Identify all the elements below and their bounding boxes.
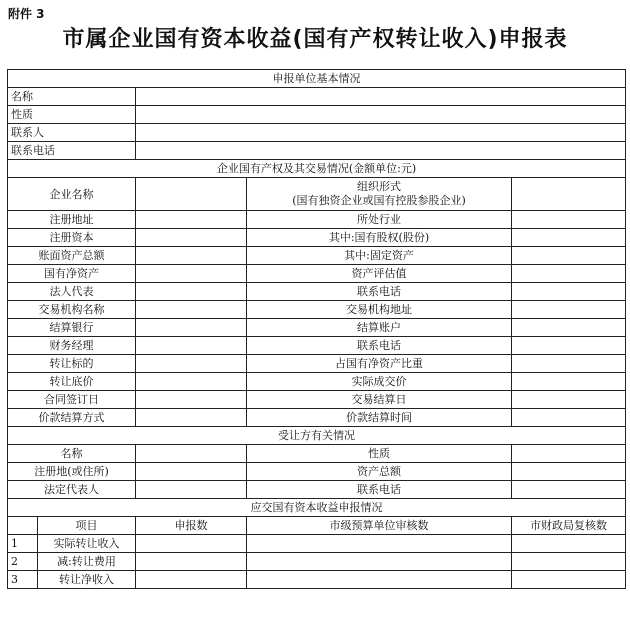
field-label: 资产评估值 <box>247 265 512 283</box>
field-value-cell[interactable] <box>512 247 626 265</box>
section-header-row <box>8 427 626 445</box>
field-value-cell[interactable] <box>136 124 626 142</box>
field-value-cell[interactable] <box>512 355 626 373</box>
field-value-cell[interactable] <box>136 265 247 283</box>
table-row <box>8 571 626 589</box>
field-label: 法定代表人 <box>8 481 136 499</box>
field-label: 注册地(或住所) <box>8 463 136 481</box>
field-label: 账面资产总额 <box>8 247 136 265</box>
field-value-cell[interactable] <box>512 283 626 301</box>
field-label: 价款结算时间 <box>247 409 512 427</box>
field-value-cell[interactable] <box>136 283 247 301</box>
pair-row <box>8 265 626 283</box>
section4-header: 应交国有资本收益申报情况 <box>8 499 626 517</box>
pair-row <box>8 445 626 463</box>
field-value-cell[interactable] <box>512 178 626 211</box>
field-label: 其中:固定资产 <box>247 247 512 265</box>
pair-row <box>8 373 626 391</box>
pair-row <box>8 463 626 481</box>
field-label: 结算账户 <box>247 319 512 337</box>
basic-info-row <box>8 88 626 106</box>
org-form-label <box>247 178 512 211</box>
field-value-cell[interactable] <box>512 445 626 463</box>
table-row <box>8 553 626 571</box>
field-label: 转让标的 <box>8 355 136 373</box>
field-value-cell[interactable] <box>136 301 247 319</box>
field-value-cell[interactable] <box>136 247 247 265</box>
field-label: 联系电话 <box>247 481 512 499</box>
basic-info-row <box>8 142 626 160</box>
field-label: 合同签订日 <box>8 391 136 409</box>
field-value-cell[interactable] <box>512 337 626 355</box>
field-value-cell[interactable] <box>136 178 247 211</box>
table-header-row <box>8 517 626 535</box>
field-value-cell[interactable] <box>136 409 247 427</box>
pair-row <box>8 481 626 499</box>
field-label: 交易机构地址 <box>247 301 512 319</box>
field-label: 企业名称 <box>8 178 136 211</box>
row-number: 2 <box>8 553 38 571</box>
field-value-cell[interactable] <box>512 211 626 229</box>
field-value-cell[interactable] <box>136 211 247 229</box>
page-title: 市属企业国有资本收益(国有产权转让收入)申报表 <box>62 27 568 52</box>
basic-info-row <box>8 124 626 142</box>
field-value-cell[interactable] <box>512 319 626 337</box>
pair-row <box>8 319 626 337</box>
field-value-cell[interactable] <box>512 481 626 499</box>
basic-info-row <box>8 106 626 124</box>
field-label: 名称 <box>8 445 136 463</box>
field-value-cell[interactable] <box>136 229 247 247</box>
section-header-row <box>8 70 626 88</box>
row-number: 1 <box>8 535 38 553</box>
section2-header: 企业国有产权及其交易情况(金额单位:元) <box>8 160 626 178</box>
field-label: 国有净资产 <box>8 265 136 283</box>
item-label: 转让净收入 <box>38 571 136 589</box>
field-value-cell[interactable] <box>136 391 247 409</box>
pair-row <box>8 409 626 427</box>
section-header-row <box>8 499 626 517</box>
finance-bureau-review-cell[interactable] <box>512 535 626 553</box>
field-label: 其中:国有股权(股份) <box>247 229 512 247</box>
column-header: 项目 <box>38 517 136 535</box>
field-value-cell[interactable] <box>512 391 626 409</box>
field-label: 结算银行 <box>8 319 136 337</box>
attachment-label: 附件 3 <box>8 7 45 21</box>
item-label: 实际转让收入 <box>38 535 136 553</box>
org-form-line1: 组织形式 <box>357 180 401 193</box>
pair-row <box>8 391 626 409</box>
item-label: 减:转让费用 <box>38 553 136 571</box>
field-value-cell[interactable] <box>512 409 626 427</box>
column-header: 市财政局复核数 <box>512 517 626 535</box>
org-form-line2: (国有独资企业或国有控股参股企业) <box>292 194 466 207</box>
field-label: 性质 <box>8 106 136 124</box>
finance-bureau-review-cell[interactable] <box>512 571 626 589</box>
budget-unit-review-cell[interactable] <box>247 571 512 589</box>
field-label: 交易结算日 <box>247 391 512 409</box>
field-label: 性质 <box>247 445 512 463</box>
field-label: 名称 <box>8 88 136 106</box>
field-value-cell[interactable] <box>136 445 247 463</box>
declared-amount-cell[interactable] <box>136 535 247 553</box>
enterprise-name-row <box>8 178 626 211</box>
field-label: 联系人 <box>8 124 136 142</box>
column-header: 申报数 <box>136 517 247 535</box>
field-label: 转让底价 <box>8 373 136 391</box>
field-label: 财务经理 <box>8 337 136 355</box>
row-number-header <box>8 517 38 535</box>
field-value-cell[interactable] <box>136 319 247 337</box>
pair-row <box>8 355 626 373</box>
pair-row <box>8 229 626 247</box>
column-header: 市级预算单位审核数 <box>247 517 512 535</box>
row-number: 3 <box>8 571 38 589</box>
declared-amount-cell[interactable] <box>136 571 247 589</box>
field-value-cell[interactable] <box>136 88 626 106</box>
field-value-cell[interactable] <box>136 463 247 481</box>
field-value-cell[interactable] <box>512 463 626 481</box>
field-value-cell[interactable] <box>136 337 247 355</box>
field-label: 占国有净资产比重 <box>247 355 512 373</box>
table-row <box>8 535 626 553</box>
field-value-cell[interactable] <box>512 373 626 391</box>
field-label: 联系电话 <box>8 142 136 160</box>
section1-header: 申报单位基本情况 <box>8 70 626 88</box>
declaration-form <box>7 69 626 589</box>
pair-row <box>8 337 626 355</box>
pair-row <box>8 211 626 229</box>
field-value-cell[interactable] <box>136 355 247 373</box>
field-value-cell[interactable] <box>512 301 626 319</box>
field-value-cell[interactable] <box>512 265 626 283</box>
field-label: 法人代表 <box>8 283 136 301</box>
declared-amount-cell[interactable] <box>136 553 247 571</box>
pair-row <box>8 301 626 319</box>
field-label: 资产总额 <box>247 463 512 481</box>
pair-row <box>8 247 626 265</box>
pair-row <box>8 283 626 301</box>
field-value-cell[interactable] <box>136 106 626 124</box>
field-value-cell[interactable] <box>512 229 626 247</box>
budget-unit-review-cell[interactable] <box>247 553 512 571</box>
field-label: 所处行业 <box>247 211 512 229</box>
section3-header: 受让方有关情况 <box>8 427 626 445</box>
field-label: 实际成交价 <box>247 373 512 391</box>
field-value-cell[interactable] <box>136 481 247 499</box>
field-label: 注册地址 <box>8 211 136 229</box>
field-value-cell[interactable] <box>136 142 626 160</box>
budget-unit-review-cell[interactable] <box>247 535 512 553</box>
field-label: 交易机构名称 <box>8 301 136 319</box>
field-label: 价款结算方式 <box>8 409 136 427</box>
field-label: 联系电话 <box>247 283 512 301</box>
field-label: 注册资本 <box>8 229 136 247</box>
field-value-cell[interactable] <box>136 373 247 391</box>
finance-bureau-review-cell[interactable] <box>512 553 626 571</box>
section-header-row <box>8 160 626 178</box>
field-label: 联系电话 <box>247 337 512 355</box>
